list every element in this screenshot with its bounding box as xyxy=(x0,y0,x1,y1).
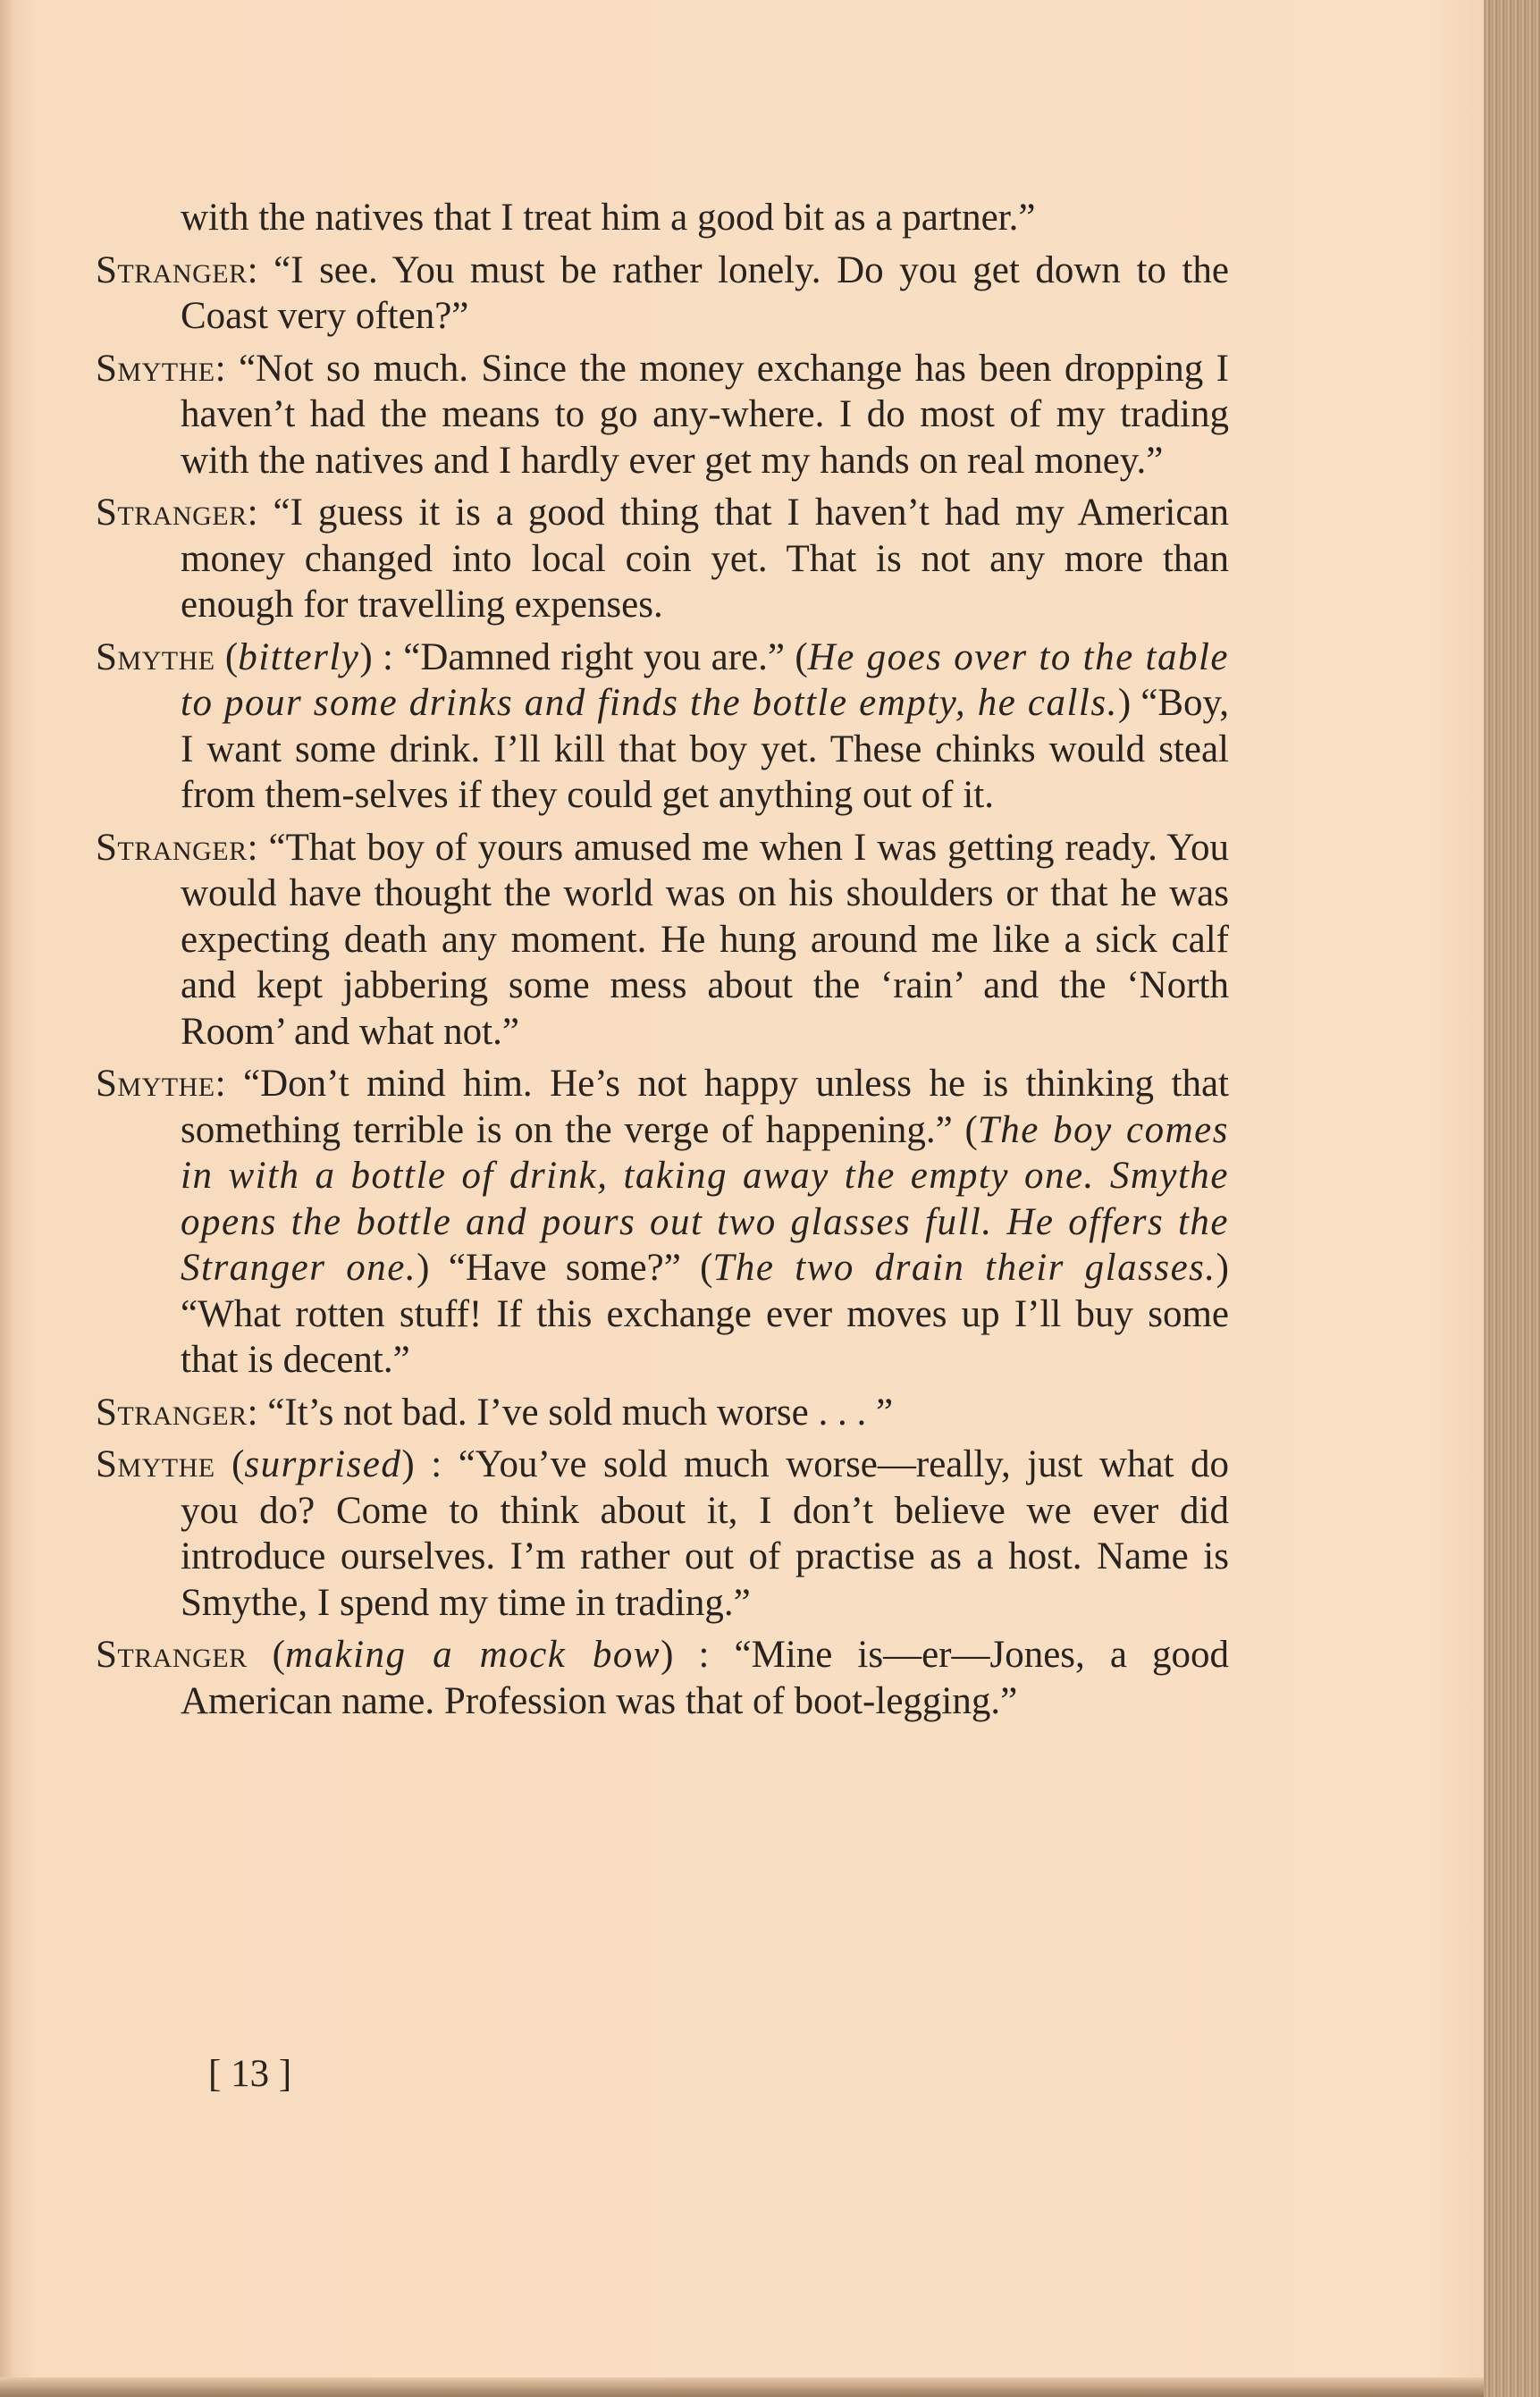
dialogue: “That boy of yours amused me when I was getting ready. You would have thought the world was on his shoulders or that he was expecting death any moment. He hung around me like a sick calf and kept jabbering some mess about the ‘rain’ and the ‘North Room’ and what not.” xyxy=(181,826,1229,1053)
speech-stranger: Stranger: “I see. You must be rather lonely. Do you get down to the Coast very often?” xyxy=(96,248,1229,337)
speaker-name: Smythe xyxy=(96,1063,215,1105)
dialogue: “Mine is—er—Jones, a good American name. Profession was that of boot-legging.” xyxy=(181,1634,1229,1722)
speaker-name: Stranger xyxy=(96,1391,248,1434)
dialogue: “What rotten stuff! If this exchange ever moves up I’ll buy some that is decent.” xyxy=(181,1292,1229,1381)
dialogue: “Have some?” xyxy=(448,1247,681,1289)
dialogue: “I see. You must be rather lonely. Do you get down to the Coast very often?” xyxy=(181,248,1229,337)
stage-direction: surprised xyxy=(244,1443,402,1485)
dialogue: “You’ve sold much worse—really, just what do you do? Come to think about it, I don’t believe we ever did introduce ourselves. I’m rather out of practise as a host. Name is Smythe, I spend my time in trading.” xyxy=(181,1443,1229,1624)
speech-smythe: Smythe (bitterly) : “Damned right you are.” (He goes over to the table to pour some drinks and finds the bottle empty, he calls.) “Boy, I want some drink. I’ll kill that boy yet. These chinks would steal from them-selves if they could get anything out of it. xyxy=(96,635,1229,816)
page-number: [ 13 ] xyxy=(208,2053,292,2095)
speaker-name: Smythe xyxy=(96,635,215,678)
stage-direction: He goes over to the table to pour some drinks and finds the bottle empty, he calls. xyxy=(181,635,1229,724)
speech-stranger: Stranger: “That boy of yours amused me when I was getting ready. You would have thought the world was on his shoulders or that he was expecting death any moment. He hung around me like a sick calf and kept jabbering some mess about the ‘rain’ and the ‘North Room’ and what not.” xyxy=(96,826,1229,1053)
dialogue: “I guess it is a good thing that I haven’t had my American money changed into local coin yet. That is not any more than enough for travelling expenses. xyxy=(181,492,1230,626)
dialogue: “Don’t mind him. He’s not happy unless he is thinking that something terrible is on the verge of happening.” xyxy=(181,1063,1229,1151)
dialogue: “Not so much. Since the money exchange has been dropping I haven’t had the means to go any-where. I do most of my trading with the natives and I hardly ever get my hands on real money.” xyxy=(181,347,1229,482)
speaker-name: Stranger xyxy=(96,248,248,291)
speech-stranger: Stranger: “It’s not bad. I’ve sold much worse . . . ” xyxy=(96,1391,894,1434)
page-bottom-edge xyxy=(0,2377,1484,2397)
speaker-name: Stranger xyxy=(96,492,248,534)
speech-stranger: Stranger (making a mock bow) : “Mine is—er—Jones, a good American name. Profession was that of boot-legging.” xyxy=(96,1634,1229,1722)
speaker-name: Stranger xyxy=(96,826,248,869)
page-edges xyxy=(1484,0,1540,2397)
speaker-name: Stranger xyxy=(96,1634,248,1676)
speech-smythe: Smythe: “Don’t mind him. He’s not happy unless he is thinking that something terrible is on the verge of happening.” (The boy comes in with a bottle of drink, taking away the empty one. Smythe opens the bottle and pours out two glasses full. He offers the Stranger one.) “Have some?” (The two drain their glasses.) “What rotten stuff! If this exchange ever moves up I’ll buy some that is decent.” xyxy=(96,1063,1229,1381)
play-text xyxy=(96,195,1229,1730)
continued-speech xyxy=(96,195,1229,241)
speaker-name: Smythe xyxy=(96,1443,215,1485)
dialogue: “Damned right you are.” xyxy=(403,635,786,678)
dialogue: “It’s not bad. I’ve sold much worse . . . ” xyxy=(267,1391,894,1434)
stage-direction: bitterly xyxy=(238,635,360,678)
speech-smythe: Smythe: “Not so much. Since the money exchange has been dropping I haven’t had the means to go any-where. I do most of my trading with the natives and I hardly ever get my hands on real money.” xyxy=(96,347,1229,482)
stage-direction: The two drain their glasses. xyxy=(712,1247,1216,1289)
stage-direction: The boy comes in with a bottle of drink, taking away the empty one. Smythe opens the bottle and pours out two glasses full. He offers the Stranger one. xyxy=(181,1108,1229,1289)
dialogue: “Boy, I want some drink. I’ll kill that boy yet. These chinks would steal from them-selves if they could get anything out of it. xyxy=(181,682,1229,816)
speaker-name: Smythe xyxy=(96,347,215,390)
dialogue: with the natives that I treat him a good bit as a partner.” xyxy=(181,197,1036,239)
speech-stranger: Stranger: “I guess it is a good thing that I haven’t had my American money changed into local coin yet. That is not any more than enough for travelling expenses. xyxy=(96,492,1230,626)
speech-smythe: Smythe (surprised) : “You’ve sold much worse—really, just what do you do? Come to think about it, I don’t believe we ever did introduce ourselves. I’m rather out of practise as a host. Name is Smythe, I spend my time in trading.” xyxy=(96,1443,1229,1624)
stage-direction: making a mock bow xyxy=(284,1634,661,1676)
